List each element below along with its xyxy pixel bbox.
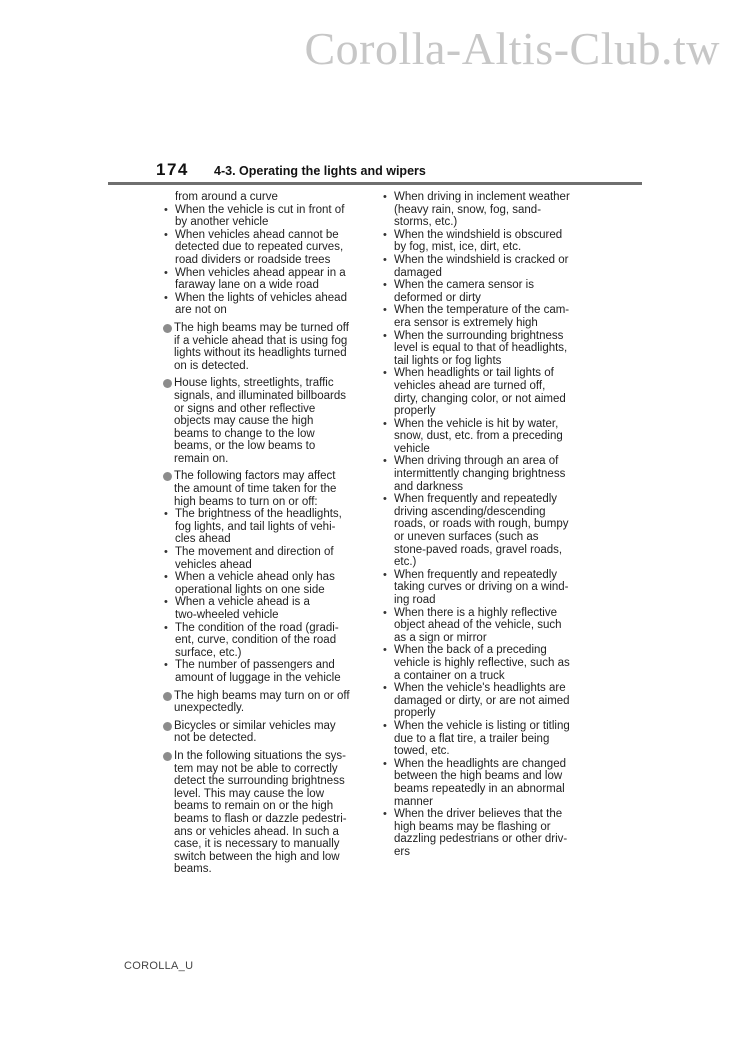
left-text-column [162,191,367,876]
bullet-item: • When the driver believes that the high beams may be flashing or dazzling pedestrians or other driv- ers [381,808,588,858]
paragraph-text: In the following situations the sys- tem may not be able to correctly detect the surrounding brightness level. This may cause the low beams to remain on or the high beams to flash or dazzle pedestri- ans or vehicles ahead. In such a case, it is necessary to manually switch between the high and low beams. [174,749,347,876]
bullet-item: • The movement and direction of vehicles ahead [162,546,367,571]
bullet-item: • The number of passengers and amount of luggage in the vehicle [162,659,367,684]
right-text-column [381,191,588,858]
paragraph [162,750,367,876]
paragraph [162,377,367,465]
continued-text: from around a curve [175,191,278,203]
paragraph-marker-icon [163,722,172,731]
bullet-item: • When vehicles ahead appear in a faraway lane on a wide road [162,267,367,292]
paragraph [162,690,367,715]
bullet-item: • When frequently and repeatedly driving ascending/descending roads, or roads with rough, bumpy or uneven surfaces (such as stone-paved roads, gravel roads, etc.) [381,493,588,569]
paragraph-text: The following factors may affect the amount of time taken for the high beams to turn on or off: [174,470,337,508]
paragraph-marker-icon [163,379,172,388]
section-title: 4-3. Operating the lights and wipers [214,164,426,178]
paragraph-text: House lights, streetlights, traffic signals, and illuminated billboards or signs and other reflective objects may cause the high beams to change to the low beams, or the low beams to remain on. [174,377,346,465]
bullet-item: • When vehicles ahead cannot be detected due to repeated curves, road dividers or roadside trees [162,229,367,267]
bullet-item: • When headlights or tail lights of vehicles ahead are turned off, dirty, changing color, or not aimed properly [381,367,588,417]
bullet-item: • When the camera sensor is deformed or dirty [381,279,588,304]
bullet-item: • When a vehicle ahead is a two-wheeled vehicle [162,596,367,621]
paragraph-text: The high beams may be turned off if a vehicle ahead that is using fog lights without its headlights turned on is detected. [174,321,349,372]
bullet-item: • When the temperature of the cam- era sensor is extremely high [381,304,588,329]
bullet-item: • When driving in inclement weather (heavy rain, snow, fog, sand- storms, etc.) [381,191,588,229]
bullet-item: • When a vehicle ahead only has operational lights on one side [162,571,367,596]
bullet-item: • When the headlights are changed between the high beams and low beams repeatedly in an abnormal manner [381,758,588,808]
bullet-item: • The brightness of the headlights, fog lights, and tail lights of vehi- cles ahead [162,508,367,546]
bullet-item: • When the back of a preceding vehicle is highly reflective, such as a container on a truck [381,644,588,682]
paragraph [162,720,367,745]
bullet-item: • When the vehicle is cut in front of by another vehicle [162,204,367,229]
bullet-item: • The condition of the road (gradi- ent, curve, condition of the road surface, etc.) [162,622,367,660]
paragraph [162,322,367,372]
paragraph-text: Bicycles or similar vehicles may not be detected. [174,719,336,745]
paragraph [162,470,367,508]
bullet-item: • When driving through an area of intermittently changing brightness and darkness [381,455,588,493]
bullet-item: • When the vehicle is listing or titling due to a flat tire, a trailer being towed, etc. [381,720,588,758]
header-divider [108,182,642,185]
footer-model-code: COROLLA_U [124,960,194,972]
page-number: 174 [156,160,189,179]
bullet-item: • When the windshield is obscured by fog, mist, ice, dirt, etc. [381,229,588,254]
bullet-item: • When the vehicle's headlights are damaged or dirty, or are not aimed properly [381,682,588,720]
paragraph-marker-icon [163,324,172,333]
paragraph-marker-icon [163,752,172,761]
paragraph-text: The high beams may turn on or off unexpectedly. [174,689,350,715]
bullet-item: • When the lights of vehicles ahead are not on [162,292,367,317]
bullet-item: • When the surrounding brightness level is equal to that of headlights, tail lights or fog lights [381,330,588,368]
bullet-item: • When there is a highly reflective object ahead of the vehicle, such as a sign or mirror [381,607,588,645]
paragraph-marker-icon [163,472,172,481]
bullet-item: • When frequently and repeatedly taking curves or driving on a wind- ing road [381,569,588,607]
watermark-text: Corolla-Altis-Club.tw [304,23,720,74]
bullet-item: • When the vehicle is hit by water, snow, dust, etc. from a preceding vehicle [381,418,588,456]
paragraph-marker-icon [163,692,172,701]
bullet-item: • When the windshield is cracked or damaged [381,254,588,279]
